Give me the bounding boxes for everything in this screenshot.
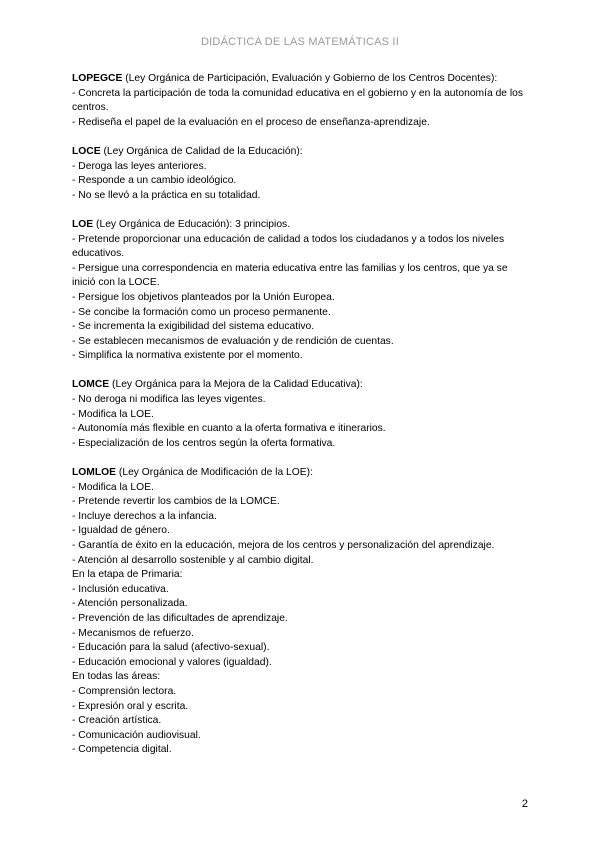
section-lomloe <box>72 466 532 758</box>
list-item: - Educación emocional y valores (igualdad). <box>72 656 272 668</box>
list-item: - Responde a un cambio ideológico. <box>72 175 237 187</box>
section-loce <box>72 145 532 203</box>
section-title: LOE <box>72 218 94 230</box>
section-description: (Ley Orgánica para la Mejora de la Calidad Educativa): <box>109 379 363 391</box>
list-item: - Atención personalizada. <box>72 598 188 610</box>
section-description: (Ley Orgánica de Educación): 3 principios. <box>93 218 291 230</box>
list-item: - Garantía de éxito en la educación, mejora de los centros y personalización del aprendizaje. <box>72 540 495 551</box>
list-item: - Pretende proporcionar una educación de calidad a todos los ciudadanos y a todos los niveles educativos. <box>72 233 505 260</box>
list-item: - Prevención de las dificultades de aprendizaje. <box>72 612 288 624</box>
list-item: - Expresión oral y escrita. <box>72 700 189 712</box>
list-item: - Modifica la LOE. <box>72 481 154 493</box>
list-item: - Autonomía más flexible en cuanto a la oferta formativa e itinerarios. <box>72 423 386 435</box>
section-heading <box>72 145 532 160</box>
list-item: - Mecanismos de refuerzo. <box>72 627 194 639</box>
list-item: - Incluye derechos a la infancia. <box>72 510 217 522</box>
list-item: - Se establecen mecanismos de evaluación y de rendición de cuentas. <box>72 335 394 347</box>
section-title: LOMCE <box>72 379 110 391</box>
section-title: LOMLOE <box>72 467 117 479</box>
section-heading <box>72 466 532 481</box>
section-description: (Ley Orgánica de Participación, Evaluación y Gobierno de los Centros Docentes): <box>122 73 498 84</box>
section-heading <box>72 72 532 87</box>
section-description: (Ley Orgánica de Modificación de la LOE): <box>116 467 313 479</box>
document-body <box>72 72 532 773</box>
section-heading <box>72 378 532 393</box>
section-heading <box>72 218 532 233</box>
list-item: - Competencia digital. <box>72 744 172 756</box>
list-item: - Rediseña el papel de la evaluación en el proceso de enseñanza-aprendizaje. <box>72 116 430 128</box>
list-item: - Especialización de los centros según la oferta formativa. <box>72 437 336 449</box>
list-item: - No se llevó a la práctica en su totalidad. <box>72 189 261 201</box>
section-loe <box>72 218 532 364</box>
list-item: - Atención al desarrollo sostenible y al cambio digital. <box>72 554 314 566</box>
section-title: LOCE <box>72 145 101 157</box>
list-item: - Persigue los objetivos planteados por la Unión Europea. <box>72 291 335 303</box>
section-lopegce <box>72 72 532 130</box>
list-item: - Educación para la salud (afectivo-sexual). <box>72 642 270 654</box>
list-item: - No deroga ni modifica las leyes vigentes. <box>72 394 266 406</box>
page-header: DIDÁCTICA DE LAS MATEMÁTICAS II <box>201 36 399 48</box>
section-lomce <box>72 378 532 451</box>
list-item: - Se concibe la formación como un proceso permanente. <box>72 306 331 318</box>
list-item: - Igualdad de género. <box>72 525 170 537</box>
list-item: - Se incrementa la exigibilidad del sistema educativo. <box>72 321 315 333</box>
subheading: En todas las áreas: <box>72 671 161 683</box>
section-description: (Ley Orgánica de Calidad de la Educación): <box>100 145 303 157</box>
list-item: - Simplifica la normativa existente por el momento. <box>72 350 303 362</box>
list-item: - Creación artística. <box>72 715 162 727</box>
list-item: - Modifica la LOE. <box>72 408 154 420</box>
list-item: - Deroga las leyes anteriores. <box>72 160 207 172</box>
list-item: - Inclusión educativa. <box>72 583 169 595</box>
list-item: - Comunicación audiovisual. <box>72 729 201 741</box>
list-item: - Pretende revertir los cambios de la LOMCE. <box>72 496 280 508</box>
list-item: - Concreta la participación de toda la comunidad educativa en el gobierno y en la autonomía de los centros. <box>72 87 524 114</box>
subheading: En la etapa de Primaria: <box>72 569 183 581</box>
list-item: - Persigue una correspondencia en materia educativa entre las familias y los centros, que ya se inició con la LOCE. <box>72 262 508 289</box>
section-title: LOPEGCE <box>72 73 123 84</box>
list-item: - Comprensión lectora. <box>72 685 177 697</box>
page-number: 2 <box>521 798 528 810</box>
